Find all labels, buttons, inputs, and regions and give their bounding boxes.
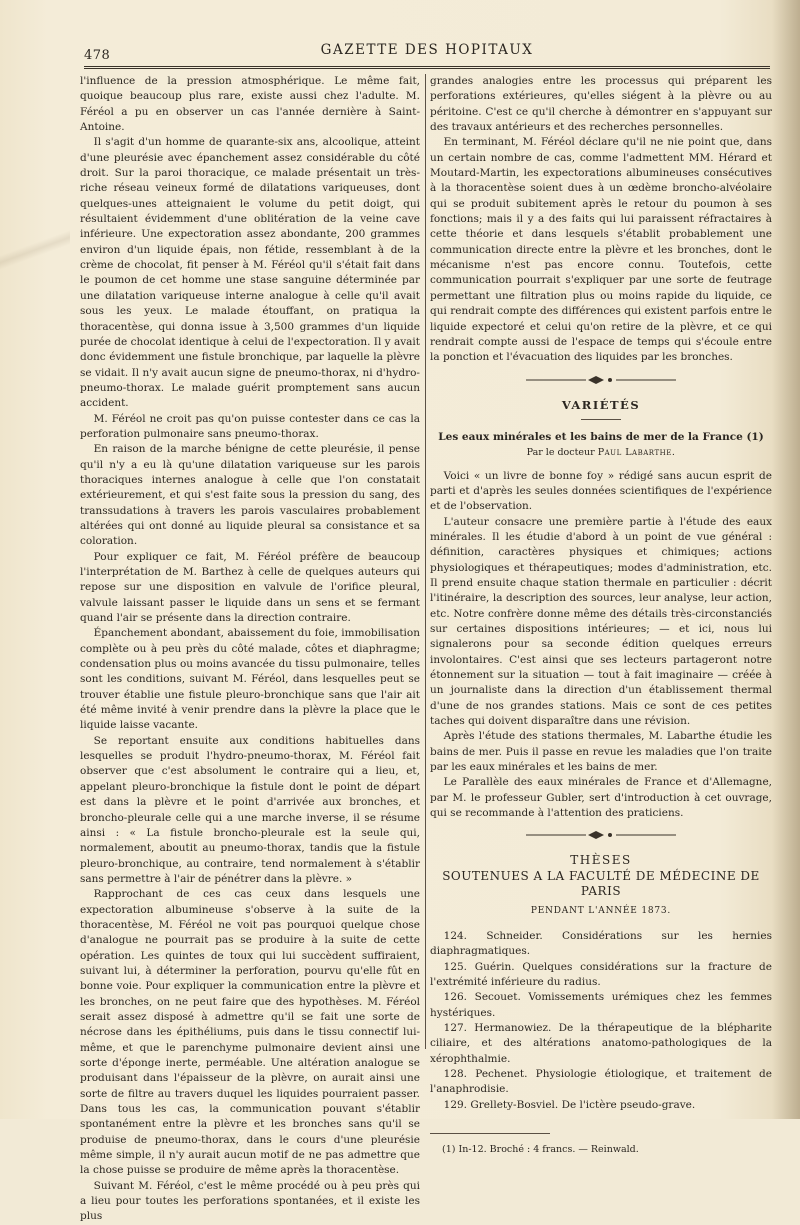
paragraph: Rapprochant de ces cas ceux dans lesquels une expectoration albumineuse s'observe à la suite de la thoracentèse, M. Féréol ne voit pas pourquoi quelque chose d'analogue ne pourrait pas se produire à la suite de cette opération. Les quintes de toux qui lui succèdent suffiraient, suivant lui, à déterminer la perforation, pourvu qu'elle fût en bonne voie. Pour expliquer la communication entre la plèvre et les bronches, on ne peut faire que des hypothèses. M. Féréol serait assez disposé à admettre qu'il se fait une sorte de nécrose dans les épithéliums, puis dans le tissu connectif lui-même, et que le parenchyme pulmonaire devient ainsi une sorte d'éponge inerte, perméable. Une altération analogue se produisant dans l'épaisseur de la plèvre, on aurait ainsi une sorte de filtre au travers duquel les liquides pourraient passer. Dans tous les cas, la communication pouvant s'établir spontanément entre la plèvre et les bronches sans qu'il se produise de pneumo-thorax, dans le cours d'une pleurésie même simple, il n'y aurait aucun motif de ne pas admettre que la chose puisse se produire de même après la thoracentèse. [80,888,420,1177]
paragraph: En raison de la marche bénigne de cette pleurésie, il pense qu'il n'y a eu là qu'une dilatation variqueuse sur les parois thoraciques internes analogue à celle que l'on constatait extérieurement, et qui s'est faite sous la pression du sang, des transsudations à travers les parois vasculaires probablement altérées qui ont donné au liquide pleural sa consistance et sa coloration. [80,443,420,548]
theses-year: PENDANT L'ANNÉE 1873. [530,905,672,916]
ornament-rule-icon [526,830,676,840]
byline [430,445,772,460]
paragraph: Pour expliquer ce fait, M. Féréol préfère de beaucoup l'interprétation de M. Barthez à celle de quelques auteurs qui repose sur une disposition en valvule de l'orifice pleural, valvule laissant passer le liquide dans un sens et se fermant quand l'air se présente dans la direction contraire. [80,550,420,625]
paper-fold-shadow [0,190,70,310]
journal-title: GAZETTE DES HOPITAUX [320,42,534,58]
article-title: Les eaux minérales et les bains de mer de la France (1) [438,430,764,443]
paragraph: Suivant M. Féréol, c'est le même procédé ou à peu près qui a lieu pour toutes les perforations spontanées, et il existe les plus [80,1179,420,1223]
paragraph: Épanchement abondant, abaissement du foie, immobilisation complète ou à peu près du côté malade, côtes et diaphragme; condensation plus ou moins avancée du tissu pulmonaire, telles sont les conditions, suivant M. Féréol, dans lesquelles peut se trouver établie une fistule pleuro-bronchique sans que l'air ait été même invité à venir prendre dans la plèvre la place que le liquide laisse vacante. [80,627,420,732]
column-divider [425,74,426,1049]
right-column [430,74,772,1157]
list-item: 126. Secouet. Vomissements urémiques chez les femmes hystériques. [430,991,772,1019]
page-header [84,40,770,64]
paragraph: Le Parallèle des eaux minérales de France et d'Allemagne, par M. le professeur Gubler, sert d'introduction à cet ouvrage, qui se recommande à l'attention des praticiens. [430,776,772,820]
ornament-rule-icon [526,375,676,385]
theses-subtitle: SOUTENUES A LA FACULTÉ DE MÉDECINE DE PARIS [442,868,760,899]
page-edge-shadow [772,0,800,1119]
ornament-divider [430,372,772,394]
left-column [80,74,420,1225]
paragraph: En terminant, M. Féréol déclare qu'il ne nie point que, dans un certain nombre de cas, comme l'admettent MM. Hérard et Moutard-Martin, les expectorations albumineuses consécutives à la thoracentèse soient dues à un œdème broncho-alvéolaire qui se produit subitement après le retour du poumon à ses fonctions; mais il y a des faits qui lui paraissent réfractaires à cette théorie et dans lesquels s'établit probablement une communication directe entre la plèvre et les bronches, dont le mécanisme n'est pas encore connu. Toutefois, cette communication pourrait s'expliquer par une sorte de feutrage permettant une filtration plus ou moins rapide du liquide, ce qui rendrait compte des différences qui existent parfois entre le liquide expectoré et celui qu'on retire de la plèvre, et ce qui rendrait compte aussi de l'espace de temps qui s'écoule entre la ponction et l'évacuation des liquides par les bronches. [430,136,772,364]
ornament-divider [430,827,772,849]
section-title-varietes: VARIÉTÉS [561,397,641,412]
paragraph: M. Féréol ne croit pas qu'on puisse contester dans ce cas la perforation pulmonaire sans pneumo-thorax. [80,412,420,440]
paragraph: l'influence de la pression atmosphérique. Le même fait, quoique beaucoup plus rare, existe aussi chez l'adulte. M. Féréol a pu en observer un cas l'année dernière à Saint-Antoine. [80,75,420,134]
list-item: 127. Hermanowiez. De la thérapeutique de la blépharite ciliaire, et des altérations anatomo-pathologiques de la xérophthalmie. [430,1021,772,1065]
footnote: (1) In-12. Broché : 4 francs. — Reinwald. [442,1143,639,1155]
paragraph: Se reportant ensuite aux conditions habituelles dans lesquelles se produit l'hydro-pneumo-thorax, M. Féréol fait observer que c'est absolument le contraire qui a lieu, et, appelant pleuro-bronchique la fistule dont le point de départ est dans la plèvre et le point d'arrivée aux bronches, et broncho-pleurale celle qui a une marche inverse, il se résume ainsi : « La fistule broncho-pleurale est la seule qui, normalement, aboutit au pneumo-thorax, tandis que la fistule pleuro-bronchique, au contraire, tend normalement à s'établir sans permettre à l'air de pénétrer dans la plèvre. » [80,734,420,885]
list-item: 125. Guérin. Quelques considérations sur la fracture de l'extrémité inférieure du radius. [430,960,772,988]
paragraph: L'auteur consacre une première partie à l'étude des eaux minérales. Il les étudie d'abord à un point de vue général : définition, caractères physiques et chimiques; actions physiologiques et thérapeutiques; modes d'administration, etc. Il prend ensuite chaque station thermale en particulier : décrit l'itinéraire, la description des sources, leur analyse, leur action, etc. Notre confrère donne même des détails très-circonstanciés sur certaines dispositions intérieures; — et ici, nous lui signalerons pour sa seconde édition quelques erreurs involontaires. C'est ainsi que ses lecteurs partageront notre étonnement sur la situation — tout à fait imaginaire — créée à un journaliste dans la direction d'un établissement thermal d'une de nos grandes stations. Mais ce sont de ces petites taches qui doivent disparaître dans une révision. [430,515,772,728]
list-item: 129. Grellety-Bosviel. De l'ictère pseudo-grave. [443,1098,696,1111]
list-item: 128. Pechenet. Physiologie étiologique, et traitement de l'anaphrodisie. [430,1067,772,1096]
footnote-rule [430,1133,550,1134]
short-rule [581,419,621,420]
paragraph: grandes analogies entre les processus qui préparent les perforations extérieures, qu'elles siégent à la plèvre ou au péritoine. C'est ce qu'il cherche à démontrer en s'appuyant sur des travaux antérieurs et des recherches personnelles. [430,75,772,134]
paragraph: Après l'étude des stations thermales, M. Labarthe étudie les bains de mer. Puis il passe en revue les maladies que l'on traite par les eaux minérales et les bains de mer. [430,730,772,774]
paragraph: Il s'agit d'un homme de quarante-six ans, alcoolique, atteint d'une pleurésie avec épanchement assez considérable du côté droit. Sur la paroi thoracique, ce malade présentait un très-riche réseau veineux formé de dilatations variqueuses, dont quelques-unes atteignaient le volume du petit doigt, qui résultaient évidemment d'une oblitération de la veine cave inférieure. Une expectoration assez abondante, 200 grammes environ d'un liquide épais, non fétide, ressemblant à de la crème de chocolat, fit penser à M. Féréol qu'il s'était fait dans le poumon de cet homme une stase sanguine déterminée par une dilatation variqueuse interne analogue à celle qu'il avait sous les yeux. Le malade étouffant, on pratiqua la thoracentèse, qui donna issue à 3,500 grammes d'un liquide purée de chocolat identique à celui de l'expectoration. Il y avait donc évidemment une fistule bronchique, par laquelle la plèvre se vidait. Il n'y avait aucun signe de pneumo-thorax, ni d'hydro-pneumo-thorax. Le malade guérit promptement sans aucun accident. [80,136,420,410]
theses-title: THÈSES [570,853,632,868]
theses-list [430,929,772,1113]
byline-prefix: Par le docteur [526,447,595,459]
list-item: 124. Schneider. Considérations sur les hernies diaphragmatiques. [430,929,772,958]
author-name: Paul Labarthe. [597,447,676,459]
page-number: 478 [84,48,111,63]
header-rule [84,66,770,69]
paragraph: Voici « un livre de bonne foy » rédigé sans aucun esprit de parti et d'après les seules données scientifiques de l'expérience et de l'observation. [430,469,772,513]
